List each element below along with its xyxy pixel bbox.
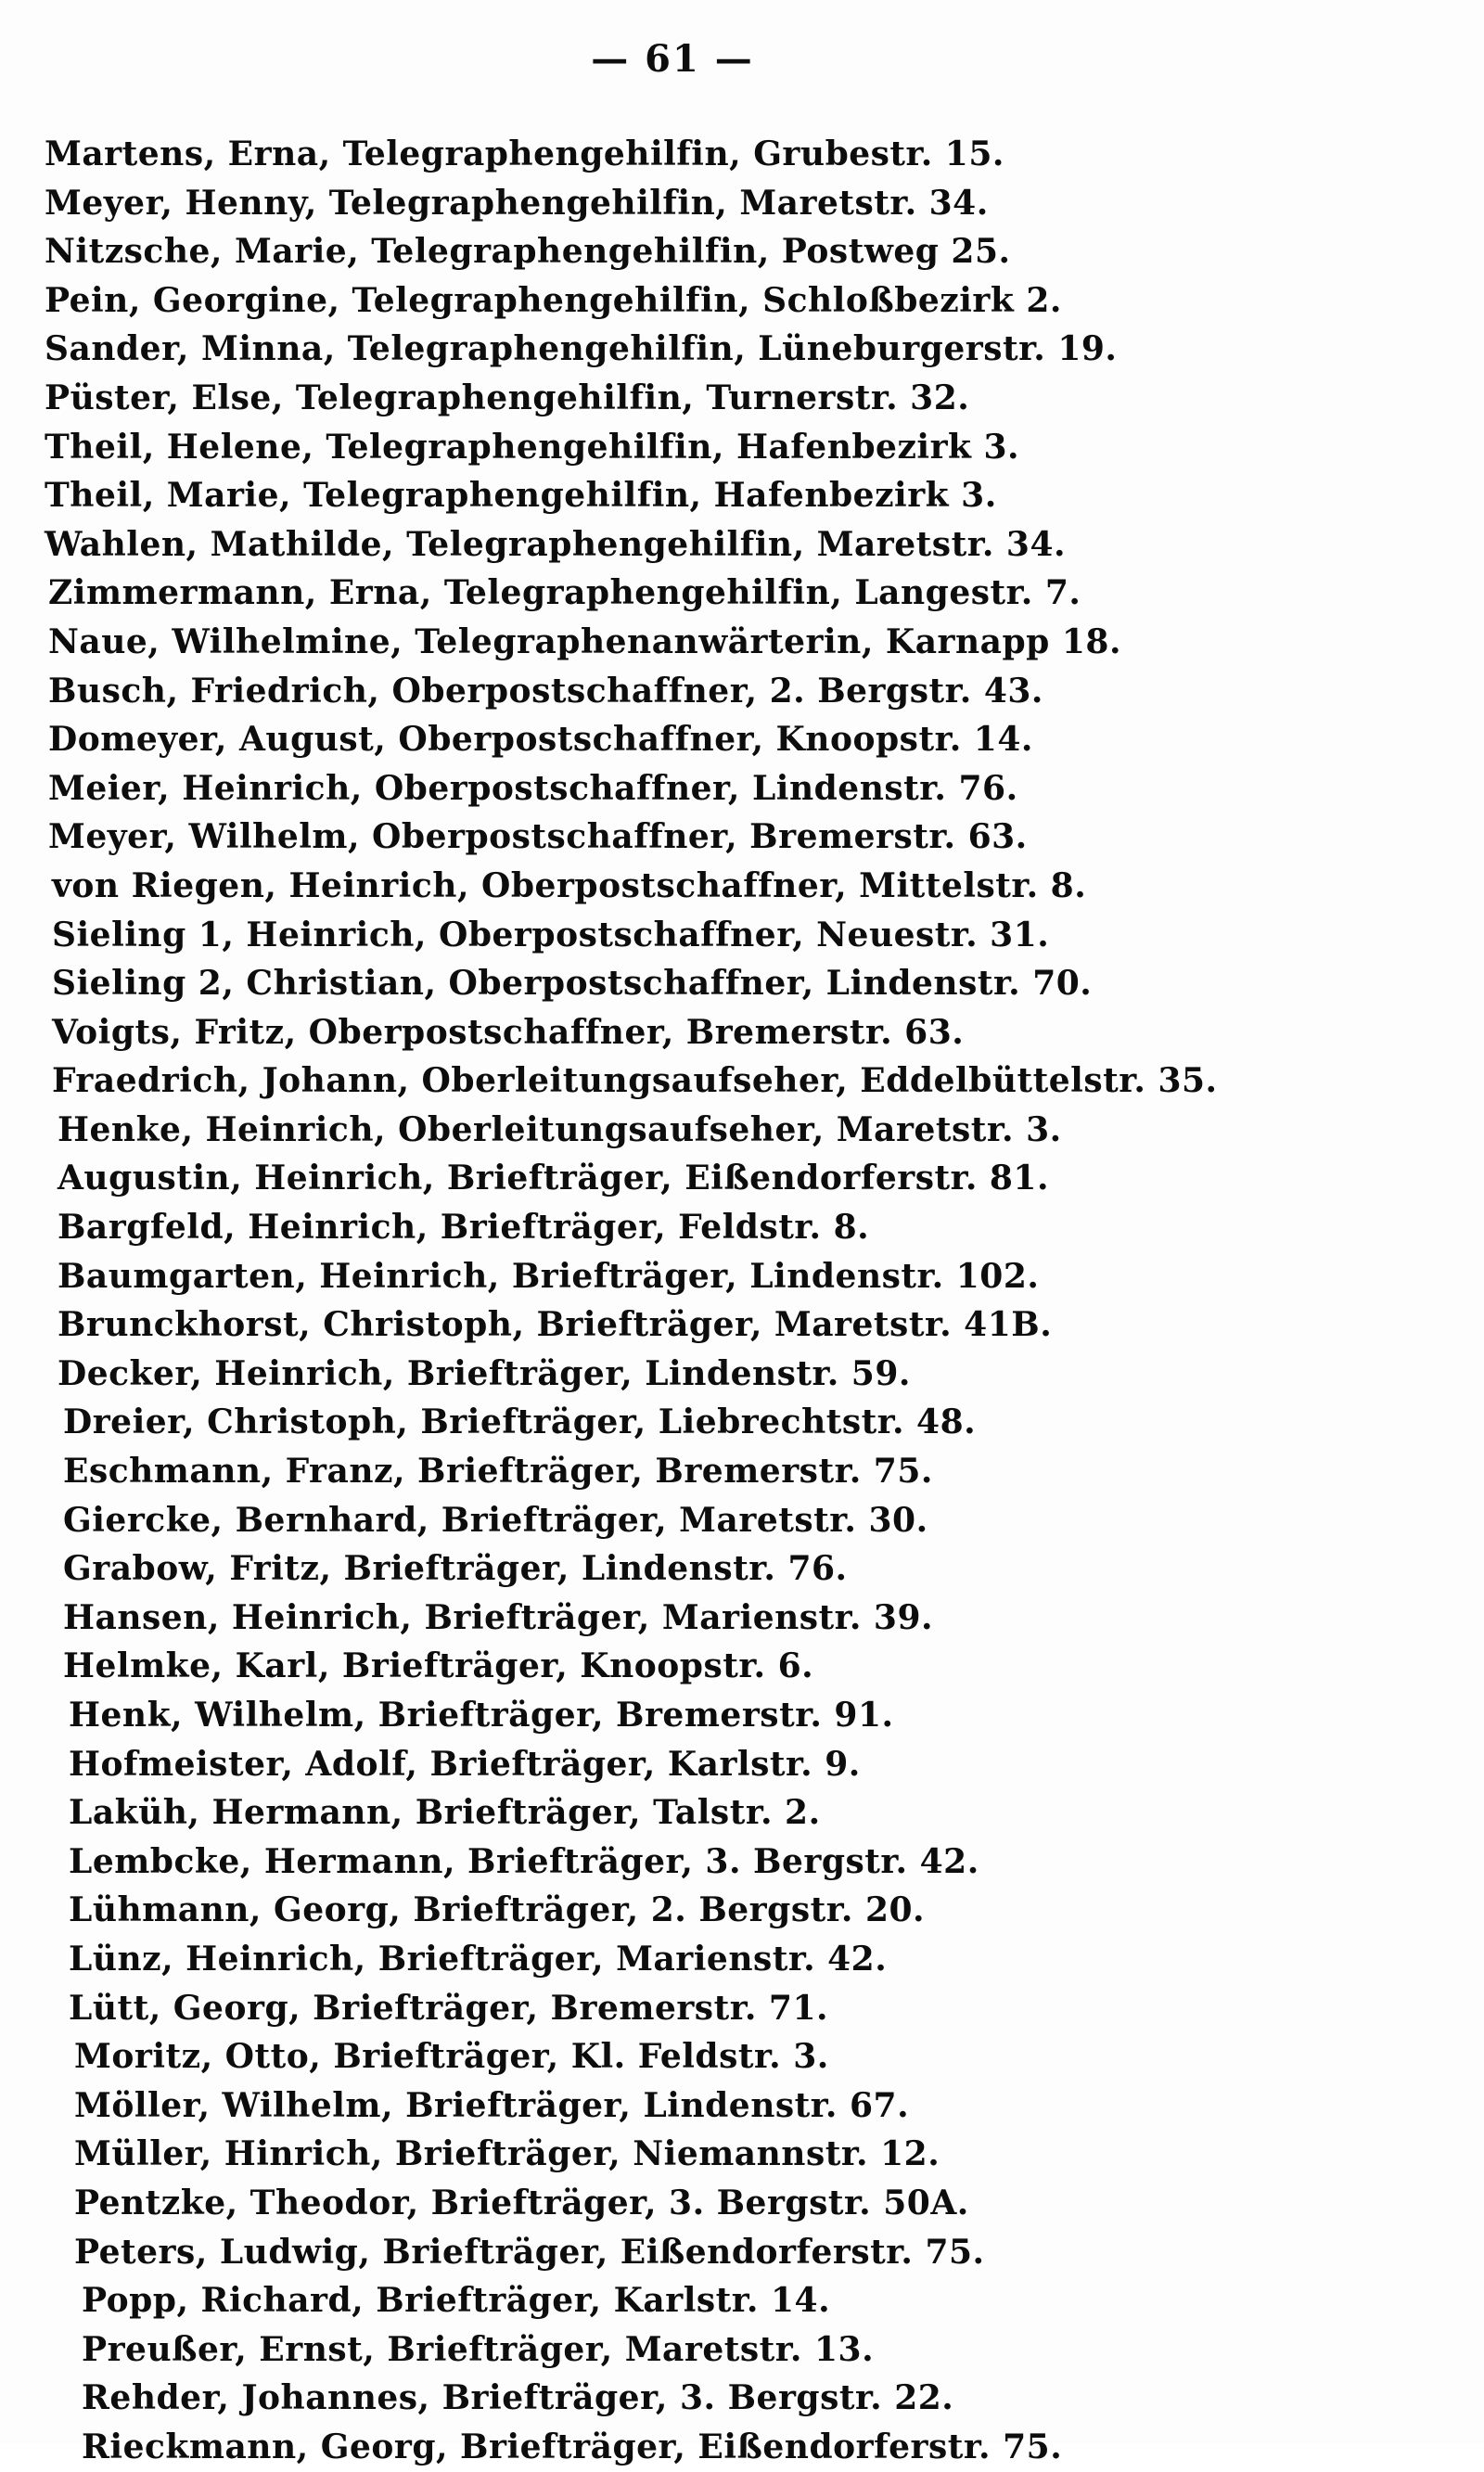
directory-entry: Grabow, Fritz, Briefträger, Lindenstr. 76. [63, 1549, 848, 1589]
directory-entry: Henk, Wilhelm, Briefträger, Bremerstr. 91. [69, 1696, 894, 1735]
directory-entry: Meyer, Henny, Telegraphengehilfin, Maretstr. 34. [45, 183, 989, 223]
directory-entry: Bargfeld, Heinrich, Briefträger, Feldstr. 8. [58, 1208, 870, 1248]
directory-entry: Hansen, Heinrich, Briefträger, Marienstr. 39. [63, 1597, 934, 1637]
directory-entry: Lütt, Georg, Briefträger, Bremerstr. 71. [69, 1988, 829, 2028]
directory-entry: Laküh, Hermann, Briefträger, Talstr. 2. [69, 1793, 821, 1833]
directory-entry: Brunckhorst, Christoph, Briefträger, Maretstr. 41B. [58, 1305, 1053, 1345]
directory-entry: Lühmann, Georg, Briefträger, 2. Bergstr. 20. [69, 1890, 926, 1930]
directory-entry: Pentzke, Theodor, Briefträger, 3. Bergstr. 50A. [74, 2183, 969, 2222]
directory-entry: Popp, Richard, Briefträger, Karlstr. 14. [82, 2281, 831, 2321]
directory-entry: Rehder, Johannes, Briefträger, 3. Bergstr. 22. [82, 2378, 954, 2418]
directory-entry: Rieckmann, Georg, Briefträger, Eißendorferstr. 75. [82, 2427, 1063, 2466]
directory-entry: Sieling 2, Christian, Oberpostschaffner, Lindenstr. 70. [52, 964, 1093, 1004]
directory-entry: Lünz, Heinrich, Briefträger, Marienstr. 42. [69, 1939, 888, 1979]
directory-entry: Domeyer, August, Oberpostschaffner, Knoopstr. 14. [48, 720, 1033, 760]
directory-entry: Helmke, Karl, Briefträger, Knoopstr. 6. [63, 1646, 814, 1686]
directory-entry: Eschmann, Franz, Briefträger, Bremerstr. 75. [63, 1452, 933, 1492]
directory-entry: Naue, Wilhelmine, Telegraphenanwärterin, Karnapp 18. [48, 621, 1122, 661]
directory-entry: Theil, Helene, Telegraphengehilfin, Hafenbezirk 3. [45, 427, 1020, 467]
directory-entry: Hofmeister, Adolf, Briefträger, Karlstr. 9. [69, 1744, 861, 1784]
directory-entry: Augustin, Heinrich, Briefträger, Eißendorferstr. 81. [58, 1159, 1050, 1198]
directory-entry: Sander, Minna, Telegraphengehilfin, Lüneburgerstr. 19. [45, 329, 1118, 369]
directory-entry: Pein, Georgine, Telegraphengehilfin, Schloßbezirk 2. [45, 280, 1062, 320]
directory-entry: Möller, Wilhelm, Briefträger, Lindenstr. 67. [74, 2085, 910, 2125]
directory-entry: Zimmermann, Erna, Telegraphengehilfin, Langestr. 7. [48, 573, 1081, 613]
directory-entry: von Riegen, Heinrich, Oberpostschaffner, Mittelstr. 8. [52, 865, 1087, 905]
directory-entry: Baumgarten, Heinrich, Briefträger, Lindenstr. 102. [58, 1256, 1040, 1296]
directory-entry: Peters, Ludwig, Briefträger, Eißendorferstr. 75. [74, 2232, 985, 2272]
directory-entry: Preußer, Ernst, Briefträger, Maretstr. 13. [82, 2329, 875, 2369]
directory-entry: Henke, Heinrich, Oberleitungsaufseher, Maretstr. 3. [58, 1109, 1062, 1149]
directory-entry: Theil, Marie, Telegraphengehilfin, Hafenbezirk 3. [45, 476, 997, 516]
directory-entry: Fraedrich, Johann, Oberleitungsaufseher, Eddelbüttelstr. 35. [52, 1061, 1218, 1101]
directory-entry: Sieling 1, Heinrich, Oberpostschaffner, Neuestr. 31. [52, 915, 1050, 954]
directory-entry: Müller, Hinrich, Briefträger, Niemannstr. 12. [74, 2134, 940, 2174]
directory-entry: Nitzsche, Marie, Telegraphengehilfin, Postweg 25. [45, 232, 1011, 272]
page-number: — 61 — [591, 37, 754, 81]
directory-entry: Lembcke, Hermann, Briefträger, 3. Bergstr. 42. [69, 1841, 979, 1881]
directory-entry: Püster, Else, Telegraphengehilfin, Turnerstr. 32. [45, 378, 970, 417]
directory-entry: Meier, Heinrich, Oberpostschaffner, Lindenstr. 76. [48, 768, 1018, 808]
directory-entry: Voigts, Fritz, Oberpostschaffner, Bremerstr. 63. [52, 1012, 965, 1052]
directory-entry: Busch, Friedrich, Oberpostschaffner, 2. Bergstr. 43. [48, 671, 1043, 711]
directory-list [45, 130, 1454, 2472]
directory-entry: Moritz, Otto, Briefträger, Kl. Feldstr. 3. [74, 2037, 829, 2077]
directory-entry: Wahlen, Mathilde, Telegraphengehilfin, Maretstr. 34. [45, 524, 1067, 564]
directory-entry: Decker, Heinrich, Briefträger, Lindenstr. 59. [58, 1353, 911, 1393]
directory-entry: Dreier, Christoph, Briefträger, Liebrechtstr. 48. [63, 1403, 977, 1442]
directory-entry: Meyer, Wilhelm, Oberpostschaffner, Bremerstr. 63. [48, 817, 1028, 857]
directory-entry: Martens, Erna, Telegraphengehilfin, Grubestr. 15. [45, 134, 1004, 173]
directory-entry: Giercke, Bernhard, Briefträger, Maretstr. 30. [63, 1500, 928, 1540]
